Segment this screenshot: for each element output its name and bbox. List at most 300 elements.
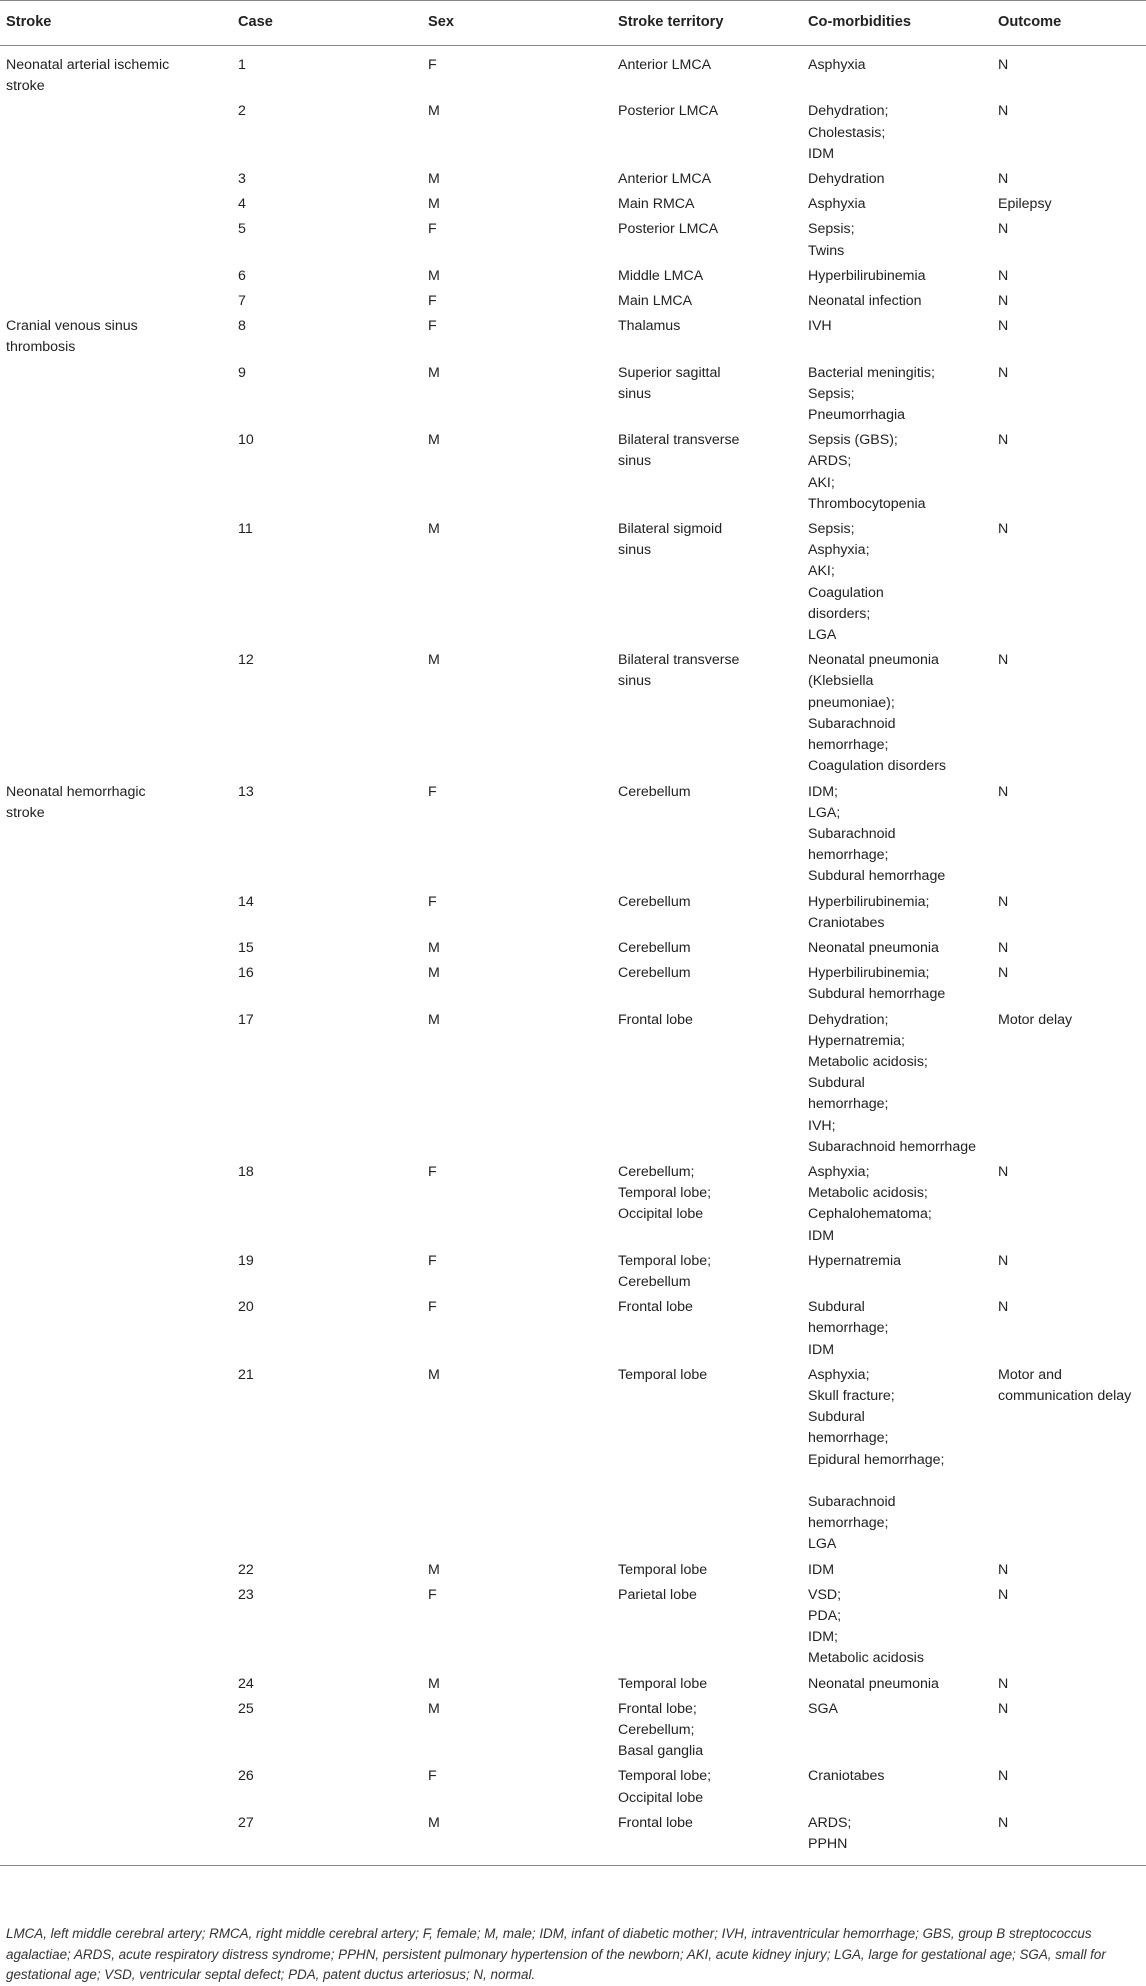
cell-stroke-territory — [612, 1247, 802, 1293]
cell-stroke-territory — [612, 312, 802, 358]
cell-outcome — [992, 1006, 1146, 1158]
cell-outcome — [992, 215, 1146, 261]
cell-outcome-line: N — [998, 1252, 1009, 1269]
cell-comorbidities-line: Craniotabes — [808, 1768, 885, 1785]
cell-comorbidities — [802, 888, 992, 934]
table-row — [0, 359, 1146, 427]
cell-case: 15 — [238, 939, 254, 956]
cell-comorbidities — [802, 190, 992, 215]
cell-case: 14 — [238, 893, 254, 910]
cell-comorbidities-line: Hypernatremia — [808, 1252, 902, 1269]
cell-stroke — [0, 959, 232, 1005]
cell-stroke-line: Cranial venous sinus — [6, 318, 138, 335]
cell-outcome — [992, 1293, 1146, 1361]
cell-stroke-territory-line: sinus — [618, 385, 652, 402]
cell-case: 18 — [238, 1163, 254, 1180]
cell-outcome-line: N — [998, 57, 1009, 73]
cell-comorbidities-line: Hyperbilirubinemia — [808, 267, 926, 284]
header-stroke: Stroke — [0, 1, 232, 46]
cell-outcome — [992, 778, 1146, 888]
table-row — [0, 46, 1146, 98]
cell-stroke-territory — [612, 262, 802, 287]
cell-comorbidities — [802, 778, 992, 888]
table-footnote: LMCA, left middle cerebral artery; RMCA, right middle cerebral artery; F, female; M, male; IDM, infant of diabetic mother; IVH, intraventricular hemorrhage; GBS, group B streptococcus agalactiae; ARDS, acute respiratory distress syndrome; PPHN, persistent pulmonary hypertension of the newborn; AKI, acute kidney injury; LGA, large for gestational age; SGA, small for gestational age; VSD, ventricular septal defect; PDA, patent ductus arteriosus; N, normal. — [6, 1926, 1106, 1982]
cell-sex: M — [428, 364, 440, 381]
cell-sex: M — [422, 1809, 612, 1866]
cell-stroke-territory — [612, 46, 802, 98]
cell-case: 19 — [238, 1252, 254, 1269]
cell-stroke-territory-line: Temporal lobe; — [618, 1768, 712, 1785]
cell-stroke — [0, 262, 232, 287]
cell-stroke-line: Neonatal hemorrhagic — [6, 783, 146, 800]
table-row — [0, 426, 1146, 515]
cell-comorbidities-line: (Klebsiella — [808, 673, 874, 690]
cell-sex: F — [428, 1768, 437, 1785]
cell-outcome — [992, 1762, 1146, 1808]
cell-comorbidities-line: PPHN — [808, 1836, 848, 1853]
cell-stroke-territory — [612, 778, 802, 888]
cell-outcome-line: N — [998, 1299, 1009, 1316]
cell-stroke-territory-line: Anterior LMCA — [618, 57, 712, 73]
cell-comorbidities — [802, 1158, 992, 1247]
cell-stroke-territory-line: Temporal lobe — [618, 1366, 708, 1383]
cell-stroke — [0, 1809, 232, 1866]
cell-stroke — [0, 1293, 232, 1361]
cell-stroke-territory-line: Frontal lobe; — [618, 1700, 697, 1717]
cell-outcome — [992, 1670, 1146, 1695]
cell-outcome-line: N — [998, 171, 1009, 188]
cell-stroke-territory-line: Occipital lobe — [618, 1789, 704, 1806]
cell-comorbidities — [802, 1809, 992, 1866]
cell-sex: M — [428, 939, 440, 956]
cell-comorbidities-line: PDA; — [808, 1608, 842, 1624]
cell-stroke-territory — [612, 646, 802, 777]
cell-comorbidities-line: Pneumorrhagia — [808, 407, 906, 424]
table-row — [0, 959, 1146, 1005]
cell-outcome — [992, 1247, 1146, 1293]
cell-sex: F — [428, 293, 437, 310]
cell-sex: F — [428, 1299, 437, 1316]
table-row — [0, 515, 1146, 646]
table-row — [0, 1670, 1146, 1695]
cell-outcome — [992, 934, 1146, 959]
cell-case: 25 — [238, 1700, 254, 1717]
cell-stroke-territory-line: sinus — [618, 673, 652, 690]
cell-outcome — [992, 165, 1146, 190]
cell-case: 21 — [238, 1366, 254, 1383]
cell-stroke-territory-line: Middle LMCA — [618, 267, 704, 284]
cell-comorbidities-line: Subarachnoid — [808, 1493, 896, 1510]
cell-stroke — [0, 1581, 232, 1670]
cell-stroke-territory — [612, 426, 802, 515]
cell-comorbidities-line: Hyperbilirubinemia; — [808, 965, 930, 982]
table-row — [0, 97, 1146, 165]
cell-comorbidities-line: Skull fracture; — [808, 1387, 895, 1404]
cell-case: 23 — [238, 1586, 254, 1603]
cell-stroke — [0, 778, 232, 888]
cell-comorbidities-line: AKI; — [808, 563, 835, 580]
cell-sex: F — [428, 221, 437, 238]
cell-comorbidities-line: Cephalohematoma; — [808, 1206, 932, 1223]
cell-comorbidities-line: hemorrhage; — [808, 1096, 889, 1113]
table-row — [0, 1556, 1146, 1581]
table-row — [0, 1762, 1146, 1808]
cell-outcome-line: Epilepsy — [998, 196, 1052, 213]
cell-outcome — [992, 312, 1146, 358]
cell-stroke-territory — [612, 215, 802, 261]
cell-comorbidities-line: Bacterial meningitis; — [808, 364, 935, 381]
cell-stroke — [0, 165, 232, 190]
cell-comorbidities-line: Neonatal pneumonia — [808, 939, 939, 956]
cell-stroke — [0, 1361, 232, 1556]
cell-stroke-territory — [612, 1762, 802, 1808]
cell-comorbidities-line: hemorrhage; — [808, 1430, 889, 1447]
cell-outcome-line: N — [998, 965, 1009, 982]
cell-outcome-line: Motor delay — [998, 1011, 1073, 1028]
cell-outcome — [992, 287, 1146, 312]
cell-comorbidities-line: Asphyxia; — [808, 1163, 870, 1180]
cell-stroke-territory-line: Temporal lobe — [618, 1675, 708, 1692]
table-row — [0, 215, 1146, 261]
cell-outcome-line: N — [998, 293, 1009, 310]
cell-stroke-territory-line: Parietal lobe — [618, 1586, 697, 1603]
cell-case: 1 — [238, 57, 246, 73]
cell-stroke-territory-line: Main RMCA — [618, 196, 695, 213]
header-row — [0, 1, 1146, 46]
cell-comorbidities-line: Dehydration; — [808, 1011, 889, 1028]
cell-comorbidities — [802, 1556, 992, 1581]
cell-comorbidities-line: Metabolic acidosis; — [808, 1185, 928, 1202]
cell-stroke-territory — [612, 1695, 802, 1763]
cell-case: 26 — [238, 1768, 254, 1785]
cell-stroke-territory-line: Cerebellum; — [618, 1722, 695, 1739]
cell-stroke-territory — [612, 1006, 802, 1158]
cell-outcome-line: N — [998, 1700, 1009, 1717]
cell-stroke-territory — [612, 165, 802, 190]
cell-stroke-territory-line: Bilateral sigmoid — [618, 521, 723, 538]
header-case: Case — [232, 1, 422, 46]
cell-sex: M — [428, 652, 440, 669]
cell-outcome — [992, 1581, 1146, 1670]
cell-outcome-line: N — [998, 1561, 1009, 1578]
cell-stroke-territory-line: Basal ganglia — [618, 1743, 704, 1760]
cell-stroke-territory — [612, 1581, 802, 1670]
cell-sex: M — [428, 432, 440, 449]
table-row — [0, 190, 1146, 215]
cell-sex: F — [428, 783, 437, 800]
cell-sex: M — [428, 1700, 440, 1717]
cell-sex: M — [428, 103, 440, 120]
table-row — [0, 1809, 1146, 1866]
cell-comorbidities-line: Metabolic acidosis — [808, 1650, 924, 1667]
cell-comorbidities — [802, 1006, 992, 1158]
cell-comorbidities — [802, 359, 992, 427]
cell-comorbidities-line: Dehydration — [808, 171, 885, 188]
cell-outcome-line: N — [998, 1768, 1009, 1785]
cell-sex: M — [428, 965, 440, 982]
cell-stroke-territory-line: Temporal lobe — [618, 1561, 708, 1578]
table-row — [0, 287, 1146, 312]
cell-comorbidities-line: Dehydration; — [808, 103, 889, 120]
cell-stroke — [0, 215, 232, 261]
cell-comorbidities-line — [808, 1471, 986, 1492]
cell-case: 2 — [238, 103, 246, 120]
cell-outcome-line: Motor and — [998, 1366, 1062, 1383]
cell-case: 4 — [238, 196, 246, 213]
cell-comorbidities — [802, 1762, 992, 1808]
cell-case: 17 — [238, 1011, 254, 1028]
cell-comorbidities — [802, 165, 992, 190]
cell-sex: F — [428, 318, 437, 335]
cell-stroke-territory-line: Main LMCA — [618, 293, 693, 310]
cell-sex: M — [428, 171, 440, 188]
cell-sex: F — [428, 1252, 437, 1269]
cell-stroke — [0, 934, 232, 959]
table-row — [0, 1293, 1146, 1361]
cell-stroke-territory — [612, 1670, 802, 1695]
cell-stroke-territory-line: Frontal lobe — [618, 1299, 693, 1316]
cell-stroke — [0, 646, 232, 777]
cell-sex: M — [428, 1561, 440, 1578]
cell-sex: F — [428, 1163, 437, 1180]
cell-comorbidities-line: IDM — [808, 145, 835, 162]
cell-stroke-territory-line: sinus — [618, 542, 652, 559]
cell-outcome — [992, 1158, 1146, 1247]
table-row — [0, 1695, 1146, 1763]
cell-stroke-territory-line: Cerebellum — [618, 939, 691, 956]
cell-comorbidities — [802, 1293, 992, 1361]
header-comorbidities: Co-morbidities — [802, 1, 992, 46]
cell-stroke-line: stroke — [6, 78, 45, 95]
cell-comorbidities-line: Subdural hemorrhage — [808, 868, 946, 885]
cell-comorbidities-line: Sepsis; — [808, 221, 855, 238]
cell-stroke-territory — [612, 190, 802, 215]
cell-stroke — [0, 1158, 232, 1247]
cell-comorbidities-line: Neonatal pneumonia — [808, 652, 939, 669]
cell-comorbidities-line: disorders; — [808, 605, 871, 622]
cell-comorbidities-line: Coagulation disorders — [808, 758, 947, 775]
cell-stroke-territory-line: Cerebellum — [618, 965, 691, 982]
cell-outcome — [992, 262, 1146, 287]
cell-stroke-territory — [612, 287, 802, 312]
cell-comorbidities-line: hemorrhage; — [808, 847, 889, 864]
cell-comorbidities-line: Metabolic acidosis; — [808, 1053, 928, 1070]
cell-comorbidities — [802, 312, 992, 358]
cell-comorbidities-line: Asphyxia — [808, 196, 866, 213]
cell-outcome-line: N — [998, 521, 1009, 538]
cell-outcome — [992, 515, 1146, 646]
cell-comorbidities-line: Craniotabes — [808, 914, 885, 931]
cell-outcome-line: N — [998, 103, 1009, 120]
cell-stroke-line: thrombosis — [6, 339, 76, 356]
cell-stroke-territory-line: Superior sagittal — [618, 364, 721, 381]
table-row — [0, 1361, 1146, 1556]
cell-comorbidities-line: Sepsis (GBS); — [808, 432, 898, 449]
cell-stroke-territory — [612, 515, 802, 646]
cell-stroke — [0, 312, 232, 358]
table-header — [0, 1, 1146, 46]
cell-stroke-territory — [612, 1809, 802, 1866]
cell-case: 5 — [238, 221, 246, 238]
table-row — [0, 1006, 1146, 1158]
cell-comorbidities-line: ARDS; — [808, 453, 852, 470]
table-row — [0, 262, 1146, 287]
cell-stroke-territory-line: Temporal lobe; — [618, 1185, 712, 1202]
cell-case: 10 — [238, 432, 254, 449]
cell-stroke-territory — [612, 359, 802, 427]
cell-comorbidities — [802, 262, 992, 287]
cell-comorbidities-line: IDM — [808, 1227, 835, 1244]
cell-comorbidities-line: Coagulation — [808, 584, 884, 601]
cell-comorbidities-line: Neonatal pneumonia — [808, 1675, 939, 1692]
cell-comorbidities-line: IDM; — [808, 783, 838, 800]
cell-comorbidities-line: Hypernatremia; — [808, 1032, 905, 1049]
header-sex: Sex — [422, 1, 612, 46]
cell-comorbidities-line: SGA — [808, 1700, 838, 1717]
cell-stroke-territory-line: Thalamus — [618, 318, 681, 335]
cell-stroke — [0, 426, 232, 515]
cell-outcome — [992, 646, 1146, 777]
table-row — [0, 312, 1146, 358]
cell-comorbidities — [802, 934, 992, 959]
cell-stroke-territory-line: Occipital lobe — [618, 1206, 704, 1223]
cell-case: 7 — [238, 293, 246, 310]
cell-comorbidities-line: Subdural hemorrhage — [808, 986, 946, 1003]
cell-comorbidities-line: IDM — [808, 1561, 835, 1578]
cell-outcome — [992, 97, 1146, 165]
table-row — [0, 778, 1146, 888]
cell-comorbidities-line: VSD; — [808, 1586, 842, 1603]
cell-comorbidities-line: Subarachnoid — [808, 715, 896, 732]
cell-stroke-territory — [612, 888, 802, 934]
table-row — [0, 1247, 1146, 1293]
cell-outcome-line: N — [998, 1586, 1009, 1603]
cell-stroke-territory — [612, 1293, 802, 1361]
cell-stroke — [0, 1695, 232, 1763]
cell-sex: F — [428, 1586, 437, 1603]
cell-stroke-territory-line: Cerebellum — [618, 1273, 691, 1290]
cell-comorbidities-line: Asphyxia; — [808, 542, 870, 559]
cell-outcome — [992, 359, 1146, 427]
cell-outcome — [992, 426, 1146, 515]
cell-comorbidities-line: Subarachnoid hemorrhage — [808, 1138, 976, 1155]
cell-outcome — [992, 888, 1146, 934]
cell-sex: F — [428, 893, 437, 910]
cell-outcome-line: N — [998, 267, 1009, 284]
cell-outcome-line: N — [998, 1814, 1009, 1831]
cell-stroke — [0, 46, 232, 98]
cell-comorbidities — [802, 97, 992, 165]
cell-case: 9 — [238, 364, 246, 381]
table-row — [0, 1581, 1146, 1670]
cell-sex: M — [428, 521, 440, 538]
cell-sex: M — [428, 267, 440, 284]
cell-comorbidities — [802, 515, 992, 646]
cell-comorbidities-line: Hyperbilirubinemia; — [808, 893, 930, 910]
cell-stroke-territory-line: Frontal lobe — [618, 1011, 693, 1028]
cell-comorbidities-line: Sepsis; — [808, 385, 855, 402]
cell-stroke — [0, 359, 232, 427]
cell-stroke — [0, 1006, 232, 1158]
cell-outcome-line: N — [998, 939, 1009, 956]
cell-outcome-line: N — [998, 318, 1009, 335]
cell-case: 16 — [238, 965, 254, 982]
cell-sex: M — [428, 1011, 440, 1028]
cell-comorbidities-line: LGA; — [808, 804, 841, 821]
cell-comorbidities-line: IDM; — [808, 1629, 838, 1646]
cell-stroke — [0, 515, 232, 646]
cell-comorbidities-line: IDM — [808, 1341, 835, 1358]
cell-comorbidities-line: Cholestasis; — [808, 124, 886, 141]
cell-stroke-territory — [612, 934, 802, 959]
cell-sex: M — [428, 1675, 440, 1692]
table-row — [0, 934, 1146, 959]
header-stroke-territory: Stroke territory — [612, 1, 802, 46]
cell-sex: M — [428, 1366, 440, 1383]
cell-stroke-territory — [612, 97, 802, 165]
cell-case: 6 — [238, 267, 246, 284]
cell-case: 3 — [238, 171, 246, 188]
cell-outcome-line: N — [998, 1163, 1009, 1180]
cell-stroke-line: Neonatal arterial ischemic — [6, 57, 170, 73]
cell-stroke-line: stroke — [6, 804, 45, 821]
cell-stroke-territory-line: Temporal lobe; — [618, 1252, 712, 1269]
cell-outcome-line: N — [998, 221, 1009, 238]
cell-case: 22 — [238, 1561, 254, 1578]
cell-case: 11 — [238, 521, 253, 538]
cell-stroke — [0, 190, 232, 215]
cell-comorbidities — [802, 1247, 992, 1293]
table-body — [0, 46, 1146, 1866]
table-row — [0, 165, 1146, 190]
cell-stroke-territory — [612, 1361, 802, 1556]
cell-comorbidities-line: Neonatal infection — [808, 293, 922, 310]
cell-stroke-territory — [612, 1556, 802, 1581]
cell-stroke-territory-line: Posterior LMCA — [618, 221, 719, 238]
cell-comorbidities-line: Sepsis; — [808, 521, 855, 538]
cell-comorbidities-line: hemorrhage; — [808, 737, 889, 754]
cell-comorbidities — [802, 1581, 992, 1670]
cell-comorbidities — [802, 46, 992, 98]
cell-stroke-territory-line: Bilateral transverse — [618, 432, 740, 449]
cell-outcome — [992, 190, 1146, 215]
cell-comorbidities-line: ARDS; — [808, 1814, 852, 1831]
cell-stroke — [0, 1670, 232, 1695]
cell-outcome-line: N — [998, 432, 1009, 449]
cell-stroke-territory-line: Cerebellum; — [618, 1163, 695, 1180]
cell-stroke-territory-line: Cerebellum — [618, 783, 691, 800]
cell-comorbidities — [802, 1361, 992, 1556]
cell-comorbidities-line: LGA — [808, 627, 837, 644]
cell-case: 27 — [232, 1809, 422, 1866]
cell-comorbidities-line: Epidural hemorrhage; — [808, 1451, 945, 1468]
cell-case: 12 — [238, 652, 254, 669]
cell-stroke-territory-line: Frontal lobe — [618, 1814, 693, 1831]
cell-stroke-territory — [612, 1158, 802, 1247]
cell-outcome-line: N — [998, 783, 1009, 800]
cell-stroke-territory-line: Posterior LMCA — [618, 103, 719, 120]
cell-comorbidities-line: IVH — [808, 318, 832, 335]
cell-comorbidities — [802, 287, 992, 312]
cell-outcome-line: N — [998, 364, 1009, 381]
cell-outcome-line: N — [998, 1675, 1009, 1692]
cell-comorbidities — [802, 215, 992, 261]
cell-outcome-line: N — [998, 652, 1009, 669]
cell-stroke — [0, 888, 232, 934]
cell-comorbidities-line: Subarachnoid — [808, 825, 896, 842]
cell-case: 13 — [238, 783, 254, 800]
cell-stroke-territory — [612, 959, 802, 1005]
